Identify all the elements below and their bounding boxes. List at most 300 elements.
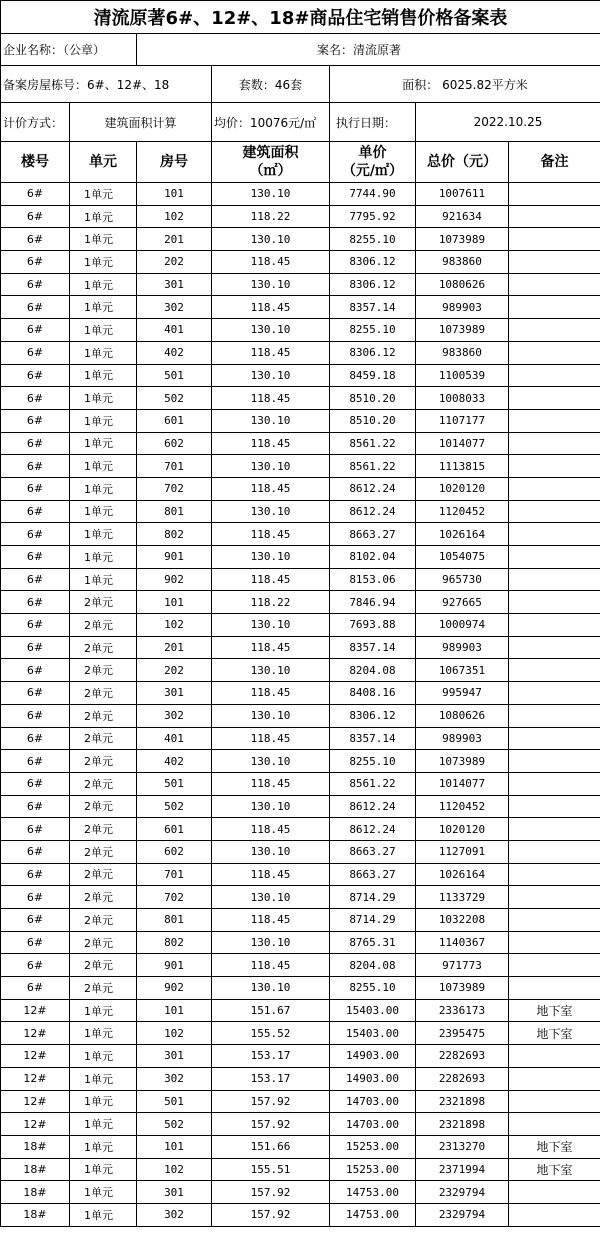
cell-price: 8663.27 bbox=[330, 523, 416, 546]
cell-total: 1127091 bbox=[416, 840, 509, 863]
cell-building: 18# bbox=[1, 1158, 70, 1181]
table-row bbox=[1, 409, 600, 432]
cell-building: 6# bbox=[1, 863, 70, 886]
cell-area: 157.92 bbox=[212, 1181, 330, 1204]
cell-total: 1026164 bbox=[416, 863, 509, 886]
cell-total: 995947 bbox=[416, 682, 509, 705]
cell-building: 6# bbox=[1, 409, 70, 432]
cell-room: 501 bbox=[137, 1090, 212, 1113]
header-total: 总价（元） bbox=[416, 142, 509, 183]
cell-building: 6# bbox=[1, 500, 70, 523]
cell-room: 801 bbox=[137, 500, 212, 523]
cell-note bbox=[509, 432, 600, 455]
cell-unit: 2单元 bbox=[70, 954, 137, 977]
cell-area: 130.10 bbox=[212, 409, 330, 432]
cell-note bbox=[509, 251, 600, 274]
cell-note bbox=[509, 296, 600, 319]
cell-room: 201 bbox=[137, 228, 212, 251]
cell-price: 8357.14 bbox=[330, 296, 416, 319]
cell-building: 6# bbox=[1, 909, 70, 932]
cell-total: 1000974 bbox=[416, 614, 509, 637]
cell-note bbox=[509, 273, 600, 296]
cell-room: 602 bbox=[137, 432, 212, 455]
cell-area: 118.45 bbox=[212, 568, 330, 591]
cell-price: 8306.12 bbox=[330, 273, 416, 296]
table-row bbox=[1, 455, 600, 478]
cell-note bbox=[509, 477, 600, 500]
cell-unit: 1单元 bbox=[70, 228, 137, 251]
cell-total: 1073989 bbox=[416, 750, 509, 773]
cell-building: 6# bbox=[1, 682, 70, 705]
cell-price: 8714.29 bbox=[330, 886, 416, 909]
cell-unit: 1单元 bbox=[70, 1158, 137, 1181]
cell-total: 1080626 bbox=[416, 273, 509, 296]
cell-note bbox=[509, 205, 600, 228]
cell-area: 118.45 bbox=[212, 818, 330, 841]
cell-unit: 1单元 bbox=[70, 999, 137, 1022]
average-price: 均价：10076元/㎡ bbox=[212, 103, 330, 142]
table-row bbox=[1, 818, 600, 841]
cell-note: 地下室 bbox=[509, 999, 600, 1022]
cell-room: 401 bbox=[137, 319, 212, 342]
cell-price: 8102.04 bbox=[330, 546, 416, 569]
cell-unit: 2单元 bbox=[70, 931, 137, 954]
cell-building: 6# bbox=[1, 727, 70, 750]
cell-room: 702 bbox=[137, 477, 212, 500]
cell-room: 602 bbox=[137, 840, 212, 863]
cell-unit: 1单元 bbox=[70, 455, 137, 478]
table-row bbox=[1, 1022, 600, 1045]
cell-area: 118.45 bbox=[212, 432, 330, 455]
cell-building: 6# bbox=[1, 455, 70, 478]
cell-building: 6# bbox=[1, 659, 70, 682]
cell-area: 151.67 bbox=[212, 999, 330, 1022]
table-row bbox=[1, 341, 600, 364]
table-row bbox=[1, 840, 600, 863]
cell-unit: 1单元 bbox=[70, 341, 137, 364]
cell-note bbox=[509, 1113, 600, 1136]
cell-area: 130.10 bbox=[212, 886, 330, 909]
cell-unit: 1单元 bbox=[70, 251, 137, 274]
cell-room: 301 bbox=[137, 1045, 212, 1068]
cell-area: 118.45 bbox=[212, 636, 330, 659]
cell-room: 701 bbox=[137, 863, 212, 886]
cell-price: 8204.08 bbox=[330, 954, 416, 977]
table-row bbox=[1, 1090, 600, 1113]
cell-total: 965730 bbox=[416, 568, 509, 591]
cell-area: 130.10 bbox=[212, 546, 330, 569]
cell-area: 151.66 bbox=[212, 1135, 330, 1158]
cell-price: 8357.14 bbox=[330, 636, 416, 659]
table-row bbox=[1, 636, 600, 659]
cell-price: 15403.00 bbox=[330, 999, 416, 1022]
cell-price: 8255.10 bbox=[330, 977, 416, 1000]
cell-building: 18# bbox=[1, 1135, 70, 1158]
cell-price: 8306.12 bbox=[330, 341, 416, 364]
cell-unit: 1单元 bbox=[70, 1135, 137, 1158]
cell-total: 1073989 bbox=[416, 977, 509, 1000]
cell-area: 130.10 bbox=[212, 364, 330, 387]
table-row bbox=[1, 296, 600, 319]
cell-area: 130.10 bbox=[212, 614, 330, 637]
cell-total: 2371994 bbox=[416, 1158, 509, 1181]
table-row bbox=[1, 387, 600, 410]
cell-price: 7795.92 bbox=[330, 205, 416, 228]
cell-note bbox=[509, 659, 600, 682]
table-row bbox=[1, 500, 600, 523]
cell-area: 130.10 bbox=[212, 319, 330, 342]
pricing-method-value: 建筑面积计算 bbox=[70, 103, 212, 142]
cell-room: 102 bbox=[137, 1158, 212, 1181]
cell-total: 1014077 bbox=[416, 432, 509, 455]
header-building: 楼号 bbox=[1, 142, 70, 183]
table-row bbox=[1, 1113, 600, 1136]
cell-price: 8459.18 bbox=[330, 364, 416, 387]
cell-price: 8612.24 bbox=[330, 795, 416, 818]
cell-note bbox=[509, 319, 600, 342]
cell-area: 118.45 bbox=[212, 863, 330, 886]
cell-area: 130.10 bbox=[212, 750, 330, 773]
cell-room: 301 bbox=[137, 682, 212, 705]
cell-room: 802 bbox=[137, 523, 212, 546]
cell-unit: 2单元 bbox=[70, 840, 137, 863]
table-row bbox=[1, 477, 600, 500]
table-row bbox=[1, 205, 600, 228]
cell-price: 8306.12 bbox=[330, 704, 416, 727]
cell-unit: 2单元 bbox=[70, 977, 137, 1000]
cell-unit: 1单元 bbox=[70, 273, 137, 296]
buildings-label: 备案房屋栋号：6#、12#、18 bbox=[1, 66, 212, 103]
cell-price: 8408.16 bbox=[330, 682, 416, 705]
cell-building: 6# bbox=[1, 772, 70, 795]
cell-unit: 1单元 bbox=[70, 432, 137, 455]
project-name: 案名：清流原著 bbox=[137, 34, 600, 66]
cell-area: 130.10 bbox=[212, 931, 330, 954]
cell-area: 130.10 bbox=[212, 840, 330, 863]
cell-room: 202 bbox=[137, 659, 212, 682]
cell-note: 地下室 bbox=[509, 1158, 600, 1181]
table-row bbox=[1, 251, 600, 274]
cell-room: 102 bbox=[137, 614, 212, 637]
cell-area: 130.10 bbox=[212, 704, 330, 727]
cell-room: 101 bbox=[137, 999, 212, 1022]
cell-price: 14753.00 bbox=[330, 1203, 416, 1226]
cell-room: 901 bbox=[137, 546, 212, 569]
cell-price: 14903.00 bbox=[330, 1067, 416, 1090]
cell-area: 118.45 bbox=[212, 251, 330, 274]
cell-building: 12# bbox=[1, 1090, 70, 1113]
table-row bbox=[1, 1158, 600, 1181]
total-area: 面积： 6025.82平方米 bbox=[330, 66, 600, 103]
cell-room: 102 bbox=[137, 205, 212, 228]
cell-price: 8255.10 bbox=[330, 228, 416, 251]
cell-building: 12# bbox=[1, 1022, 70, 1045]
cell-area: 130.10 bbox=[212, 659, 330, 682]
cell-total: 1020120 bbox=[416, 818, 509, 841]
cell-building: 6# bbox=[1, 818, 70, 841]
cell-total: 2395475 bbox=[416, 1022, 509, 1045]
cell-price: 14903.00 bbox=[330, 1045, 416, 1068]
cell-note bbox=[509, 636, 600, 659]
cell-building: 6# bbox=[1, 568, 70, 591]
cell-unit: 1单元 bbox=[70, 319, 137, 342]
cell-unit: 1单元 bbox=[70, 1045, 137, 1068]
cell-total: 1008033 bbox=[416, 387, 509, 410]
cell-building: 6# bbox=[1, 704, 70, 727]
cell-area: 130.10 bbox=[212, 795, 330, 818]
cell-building: 6# bbox=[1, 183, 70, 206]
cell-unit: 2单元 bbox=[70, 863, 137, 886]
cell-building: 6# bbox=[1, 636, 70, 659]
cell-note bbox=[509, 614, 600, 637]
cell-price: 8612.24 bbox=[330, 818, 416, 841]
cell-price: 15403.00 bbox=[330, 1022, 416, 1045]
cell-unit: 1单元 bbox=[70, 205, 137, 228]
cell-building: 6# bbox=[1, 931, 70, 954]
cell-total: 1007611 bbox=[416, 183, 509, 206]
cell-price: 8612.24 bbox=[330, 477, 416, 500]
cell-price: 7846.94 bbox=[330, 591, 416, 614]
cell-total: 921634 bbox=[416, 205, 509, 228]
cell-unit: 1单元 bbox=[70, 1090, 137, 1113]
cell-price: 8357.14 bbox=[330, 727, 416, 750]
table-row bbox=[1, 273, 600, 296]
table-row bbox=[1, 614, 600, 637]
header-room: 房号 bbox=[137, 142, 212, 183]
cell-building: 6# bbox=[1, 228, 70, 251]
cell-note bbox=[509, 1090, 600, 1113]
cell-area: 118.22 bbox=[212, 591, 330, 614]
cell-note bbox=[509, 546, 600, 569]
cell-unit: 1单元 bbox=[70, 477, 137, 500]
column-header-row bbox=[1, 142, 600, 183]
cell-room: 402 bbox=[137, 750, 212, 773]
cell-note bbox=[509, 500, 600, 523]
cell-building: 6# bbox=[1, 341, 70, 364]
cell-building: 6# bbox=[1, 205, 70, 228]
cell-room: 302 bbox=[137, 1067, 212, 1090]
cell-note bbox=[509, 931, 600, 954]
cell-room: 402 bbox=[137, 341, 212, 364]
cell-room: 301 bbox=[137, 1181, 212, 1204]
cell-total: 983860 bbox=[416, 341, 509, 364]
cell-area: 118.45 bbox=[212, 387, 330, 410]
table-row bbox=[1, 750, 600, 773]
cell-price: 8561.22 bbox=[330, 772, 416, 795]
table-row bbox=[1, 682, 600, 705]
cell-unit: 2单元 bbox=[70, 909, 137, 932]
cell-area: 118.45 bbox=[212, 682, 330, 705]
cell-unit: 2单元 bbox=[70, 818, 137, 841]
cell-note bbox=[509, 1181, 600, 1204]
cell-building: 6# bbox=[1, 319, 70, 342]
cell-price: 7744.90 bbox=[330, 183, 416, 206]
cell-area: 155.51 bbox=[212, 1158, 330, 1181]
cell-building: 6# bbox=[1, 477, 70, 500]
cell-total: 1020120 bbox=[416, 477, 509, 500]
table-row bbox=[1, 999, 600, 1022]
cell-note bbox=[509, 795, 600, 818]
table-row bbox=[1, 704, 600, 727]
cell-note bbox=[509, 523, 600, 546]
table-row bbox=[1, 795, 600, 818]
pricing-method-label: 计价方式： bbox=[1, 103, 70, 142]
cell-area: 118.45 bbox=[212, 727, 330, 750]
cell-area: 118.45 bbox=[212, 477, 330, 500]
cell-total: 989903 bbox=[416, 636, 509, 659]
cell-unit: 1单元 bbox=[70, 387, 137, 410]
table-row bbox=[1, 886, 600, 909]
cell-building: 6# bbox=[1, 886, 70, 909]
cell-total: 1032208 bbox=[416, 909, 509, 932]
cell-total: 971773 bbox=[416, 954, 509, 977]
cell-unit: 1单元 bbox=[70, 296, 137, 319]
cell-note bbox=[509, 1067, 600, 1090]
cell-room: 902 bbox=[137, 568, 212, 591]
cell-total: 1014077 bbox=[416, 772, 509, 795]
cell-note bbox=[509, 228, 600, 251]
cell-total: 1120452 bbox=[416, 795, 509, 818]
cell-note bbox=[509, 1045, 600, 1068]
cell-total: 1026164 bbox=[416, 523, 509, 546]
cell-price: 14703.00 bbox=[330, 1113, 416, 1136]
cell-total: 2282693 bbox=[416, 1045, 509, 1068]
cell-unit: 2单元 bbox=[70, 591, 137, 614]
cell-price: 14703.00 bbox=[330, 1090, 416, 1113]
cell-price: 14753.00 bbox=[330, 1181, 416, 1204]
cell-note bbox=[509, 387, 600, 410]
header-note: 备注 bbox=[509, 142, 600, 183]
cell-building: 12# bbox=[1, 1045, 70, 1068]
cell-room: 302 bbox=[137, 704, 212, 727]
cell-total: 2336173 bbox=[416, 999, 509, 1022]
cell-building: 6# bbox=[1, 750, 70, 773]
cell-total: 1073989 bbox=[416, 319, 509, 342]
cell-room: 701 bbox=[137, 455, 212, 478]
table-row bbox=[1, 364, 600, 387]
cell-price: 8663.27 bbox=[330, 840, 416, 863]
table-row bbox=[1, 568, 600, 591]
cell-total: 2282693 bbox=[416, 1067, 509, 1090]
cell-price: 15253.00 bbox=[330, 1135, 416, 1158]
cell-total: 927665 bbox=[416, 591, 509, 614]
cell-room: 101 bbox=[137, 183, 212, 206]
cell-price: 8561.22 bbox=[330, 432, 416, 455]
cell-note: 地下室 bbox=[509, 1022, 600, 1045]
cell-area: 157.92 bbox=[212, 1113, 330, 1136]
cell-note bbox=[509, 568, 600, 591]
cell-building: 12# bbox=[1, 999, 70, 1022]
cell-price: 8714.29 bbox=[330, 909, 416, 932]
cell-room: 101 bbox=[137, 1135, 212, 1158]
cell-area: 130.10 bbox=[212, 183, 330, 206]
cell-building: 6# bbox=[1, 296, 70, 319]
cell-room: 802 bbox=[137, 931, 212, 954]
cell-price: 8153.06 bbox=[330, 568, 416, 591]
table-row bbox=[1, 1203, 600, 1226]
cell-room: 301 bbox=[137, 273, 212, 296]
table-row bbox=[1, 931, 600, 954]
cell-total: 1073989 bbox=[416, 228, 509, 251]
cell-building: 6# bbox=[1, 840, 70, 863]
cell-room: 502 bbox=[137, 387, 212, 410]
cell-room: 501 bbox=[137, 364, 212, 387]
cell-building: 6# bbox=[1, 795, 70, 818]
cell-note bbox=[509, 727, 600, 750]
exec-date-value: 2022.10.25 bbox=[416, 103, 600, 142]
cell-total: 1107177 bbox=[416, 409, 509, 432]
table-row bbox=[1, 954, 600, 977]
cell-total: 989903 bbox=[416, 296, 509, 319]
header-price-line2: （元/㎡） bbox=[341, 163, 404, 179]
table-row bbox=[1, 772, 600, 795]
cell-area: 130.10 bbox=[212, 500, 330, 523]
cell-area: 153.17 bbox=[212, 1045, 330, 1068]
cell-area: 153.17 bbox=[212, 1067, 330, 1090]
cell-building: 6# bbox=[1, 364, 70, 387]
table-row bbox=[1, 319, 600, 342]
cell-area: 118.45 bbox=[212, 772, 330, 795]
cell-note bbox=[509, 977, 600, 1000]
exec-date-label: 执行日期： bbox=[330, 103, 416, 142]
cell-building: 18# bbox=[1, 1203, 70, 1226]
cell-area: 157.92 bbox=[212, 1090, 330, 1113]
cell-building: 6# bbox=[1, 273, 70, 296]
cell-room: 401 bbox=[137, 727, 212, 750]
cell-area: 157.92 bbox=[212, 1203, 330, 1226]
cell-note bbox=[509, 863, 600, 886]
cell-building: 18# bbox=[1, 1181, 70, 1204]
cell-building: 6# bbox=[1, 251, 70, 274]
table-row bbox=[1, 659, 600, 682]
table-row bbox=[1, 183, 600, 206]
cell-total: 989903 bbox=[416, 727, 509, 750]
cell-room: 102 bbox=[137, 1022, 212, 1045]
cell-area: 118.22 bbox=[212, 205, 330, 228]
cell-building: 6# bbox=[1, 591, 70, 614]
cell-room: 502 bbox=[137, 795, 212, 818]
cell-price: 8561.22 bbox=[330, 455, 416, 478]
cell-total: 2313270 bbox=[416, 1135, 509, 1158]
cell-unit: 1单元 bbox=[70, 1113, 137, 1136]
cell-unit: 2单元 bbox=[70, 886, 137, 909]
table-row bbox=[1, 1181, 600, 1204]
table-row bbox=[1, 546, 600, 569]
cell-area: 155.52 bbox=[212, 1022, 330, 1045]
cell-unit: 2单元 bbox=[70, 614, 137, 637]
cell-note bbox=[509, 591, 600, 614]
cell-price: 8204.08 bbox=[330, 659, 416, 682]
cell-note bbox=[509, 818, 600, 841]
cell-room: 702 bbox=[137, 886, 212, 909]
cell-note: 地下室 bbox=[509, 1135, 600, 1158]
table-row bbox=[1, 1045, 600, 1068]
cell-building: 12# bbox=[1, 1113, 70, 1136]
cell-note bbox=[509, 682, 600, 705]
table-row bbox=[1, 228, 600, 251]
cell-room: 601 bbox=[137, 409, 212, 432]
cell-unit: 1单元 bbox=[70, 409, 137, 432]
cell-note bbox=[509, 704, 600, 727]
cell-unit: 2单元 bbox=[70, 636, 137, 659]
cell-total: 2329794 bbox=[416, 1181, 509, 1204]
cell-area: 130.10 bbox=[212, 228, 330, 251]
cell-unit: 1单元 bbox=[70, 1022, 137, 1045]
cell-unit: 2单元 bbox=[70, 682, 137, 705]
header-price bbox=[330, 142, 416, 183]
cell-building: 6# bbox=[1, 432, 70, 455]
table-row bbox=[1, 523, 600, 546]
